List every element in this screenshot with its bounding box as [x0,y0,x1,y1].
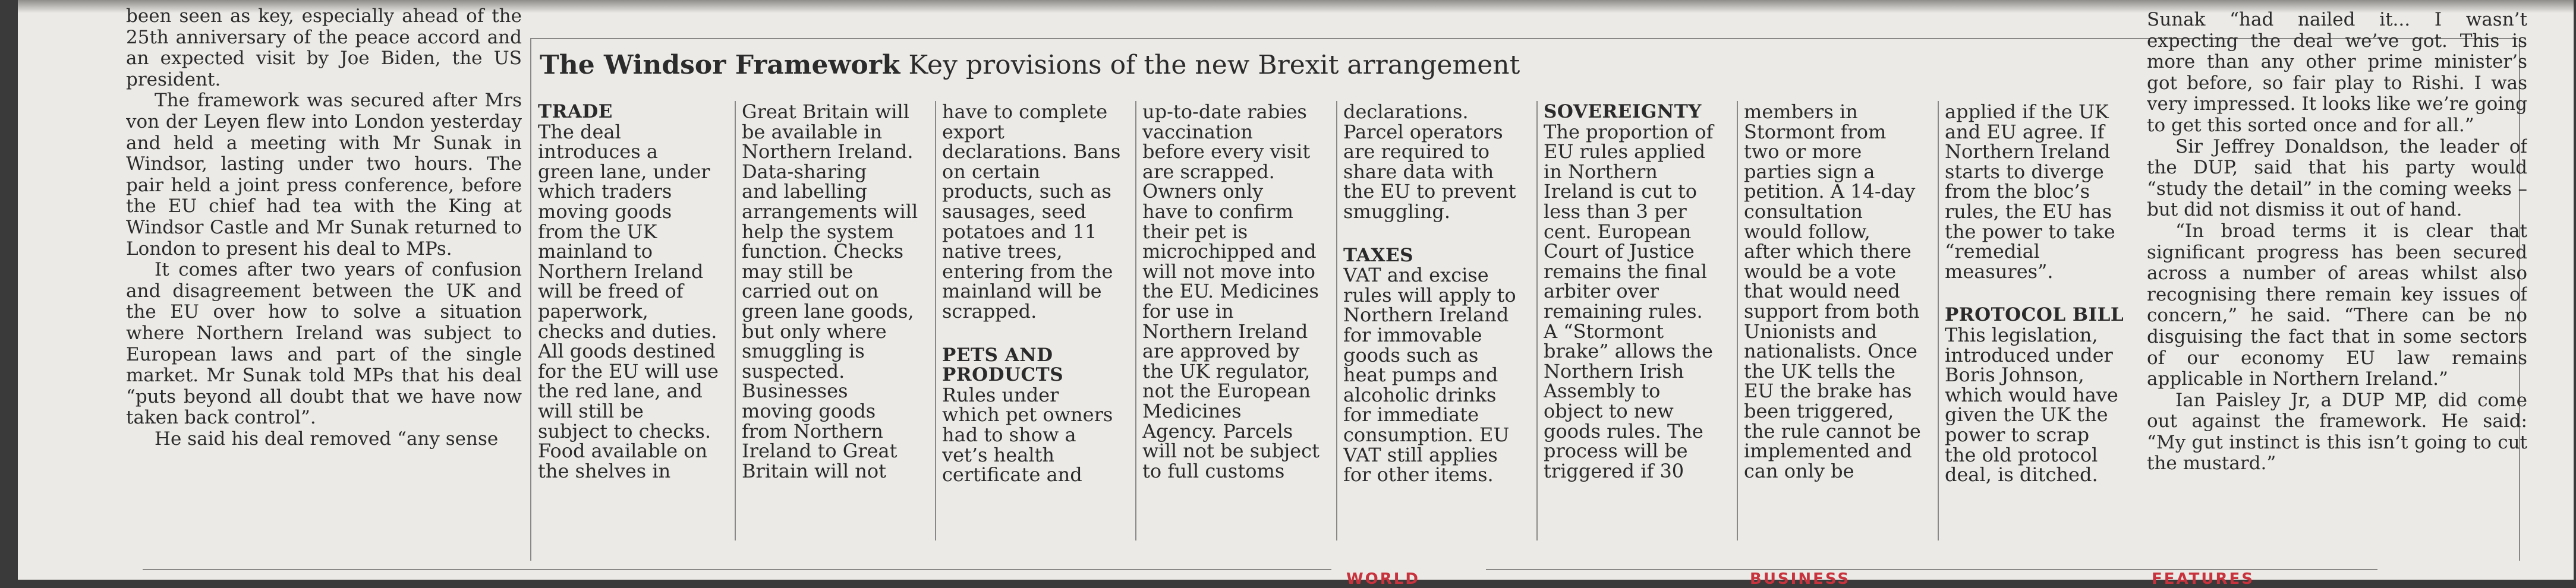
left-article [126,6,522,558]
section-body: VAT and excise rules will apply to Northern Ireland for immovable goods such as heat pumps and alcoholic drinks for immediate consumption. EU VAT still applies for other items. [1343,264,1516,486]
right-paragraph: Sir Jeffrey Donaldson, the leader of the DUP, said that his party would “study the detail” in the coming weeks – but did not dismiss it out of hand. [2147,135,2527,221]
section-body: Rules under which pet owners had to show a vet’s health certificate and [942,383,1113,486]
section-heading: PROTOCOL BILL [1945,304,2124,326]
section-body: have to complete export declarations. Bans on certain products, such as sausages, seed potatoes and 11 native trees, entering from the mainland will be scrapped. [942,102,1121,323]
right-paragraph: “In broad terms it is clear that significant progress has been secured across a number of areas whilst also recognising there remain key issues of concern,” he said. “There can be no disguising the fact that in some sectors of our economy EU law remains applicable in Northern Ireland.” [2147,220,2527,390]
box-column-2 [742,102,933,554]
box-left-rule [530,38,531,561]
footer-rule [143,569,1331,570]
left-paragraph: been seen as key, especially ahead of the 25th anniversary of the peace accord and an expected visit by Joe Biden, the US president. [126,6,522,90]
section-body: applied if the UK and EU agree. If Northern Ireland starts to diverge from the bloc’s rules, the EU has the power to take “remedial measures”. [1945,102,2115,283]
right-paragraph: Ian Paisley Jr, a DUP MP, did come out against the framework. He said: “My gut instinct is this isn’t going to cut the mustard.” [2147,389,2527,475]
column-divider [735,101,736,540]
section-heading: SOVEREIGNTY [1544,102,1702,122]
section-gap [1945,282,2136,305]
section-gap [942,322,1133,346]
column-divider [1938,101,1939,540]
section-body: declarations. Parcel operators are required to share data with the EU to prevent smuggling. [1343,102,1516,223]
column-divider [1135,101,1136,540]
column-divider [1536,101,1538,540]
column-divider [1336,101,1337,540]
section-heading: TRADE [538,102,613,122]
box-column-1 [538,102,729,554]
box-title-rest: Key provisions of the new Brexit arrangement [900,50,1520,80]
section-body: up-to-date rabies vaccination before every visit are scrapped. Owners only have to confirm their pet is microchipped and will not move into the EU. Medicines for use in Northern Ireland are approved by the UK regulator, not the European Medicines Agency. Parcels will not be subject to full customs [1142,102,1320,482]
left-paragraph: He said his deal removed “any sense [155,428,499,450]
footer-section-features: FEATURES [2152,570,2254,588]
section-heading: PETS AND PRODUCTS [942,344,1064,386]
section-gap [1343,222,1535,246]
left-paragraph: The framework was secured after Mrs von der Leyen flew into London yesterday and held a meeting with Mr Sunak in Windsor, lasting under two hours. The pair held a joint press conference, before the EU chief had tea with the King at Windsor Castle and Mr Sunak returned to London to present his deal to MPs. [126,90,522,260]
footer-section-business: BUSINESS [1750,570,1851,588]
box-column-6 [1544,102,1735,554]
box-column-4 [1142,102,1334,554]
box-column-5 [1343,102,1535,554]
section-body: The proportion of EU rules applied in Northern Ireland is cut to less than 3 per cent. European Court of Justice remains the final arbiter over remaining rules. A “Stormont brake” allows the Northern Irish Assembly to object to new goods rules. The process will be triggered if 30 [1544,120,1714,482]
left-paragraph: It comes after two years of confusion and disagreement between the UK and the EU over how to solve a situation where Northern Ireland was subject to European laws and part of the single market. Mr Sunak told MPs that his deal “puts beyond all doubt that we have now taken back control”. [126,259,522,429]
section-body: This legislation, introduced under Boris Johnson, which would have given the UK the power to scrap the old protocol deal, is ditched. [1945,323,2118,486]
right-article [2147,10,2527,562]
section-body: Great Britain will be available in Northern Ireland. Data-sharing and labelling arrangements will help the system function. Checks may still be carried out on green lane goods, but only where smuggling is suspected. Businesses moving goods from Northern Ireland to Great Britain will not [742,102,918,482]
section-body: The deal introduces a green lane, under which traders moving goods from the UK mainland to Northern Ireland will be freed of paperwork, checks and duties. All goods destined for the EU will use the red lane, and will still be subject to checks. Food available on the shelves in [538,120,719,482]
column-divider [1737,101,1738,540]
box-column-7 [1744,102,1935,554]
box-column-8 [1945,102,2136,554]
right-paragraph: Sunak “had nailed it... I wasn’t expecting the deal we’ve got. This is more than any other prime minister’s got before, so fair play to Rishi. I was very impressed. It looks like we’re going to get this sorted once and for all.” [2147,10,2527,136]
section-heading: TAXES [1343,244,1413,266]
box-title-bold: The Windsor Framework [540,50,900,80]
box-column-3 [942,102,1133,554]
footer-section-world: WORLD [1346,570,1420,588]
section-body: members in Stormont from two or more parties sign a petition. A 14-day consultation would follow, after which there would be a vote that would need support from both Unionists and nationalists. Once the UK tells the EU the brake has been triggered, the rule cannot be implemented and can only be [1744,102,1921,482]
column-divider [935,101,936,540]
